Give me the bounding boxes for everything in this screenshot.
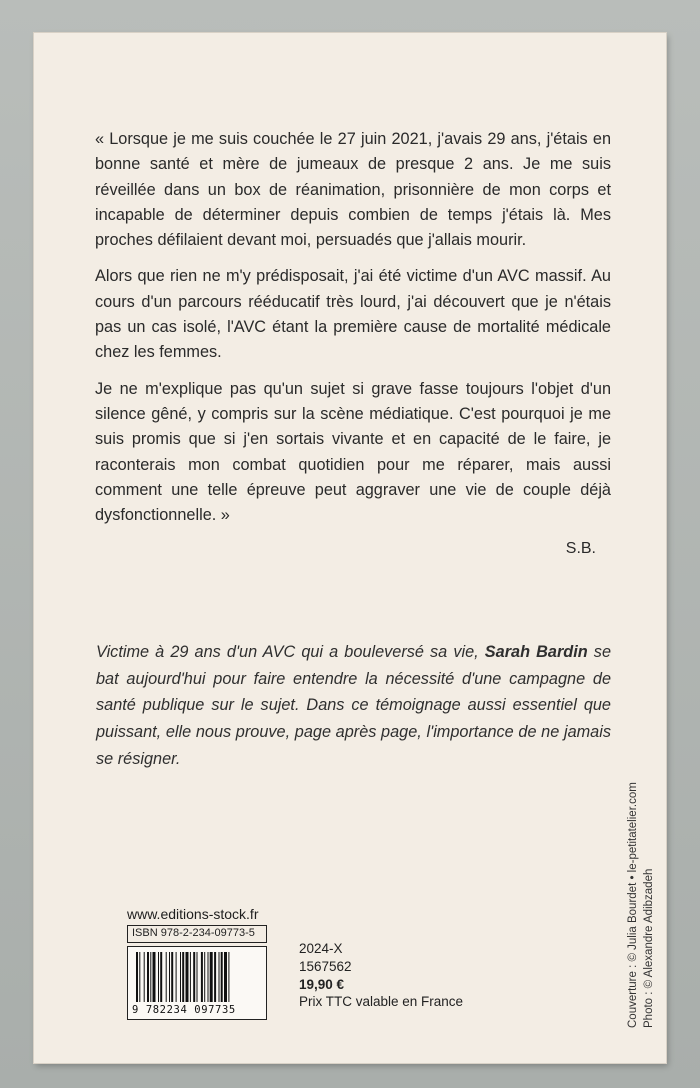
photo-credit-line: Photo : © Alexandre Adibzadeh <box>643 868 655 1028</box>
quote-signature: S.B. <box>565 540 596 557</box>
price: 19,90 € <box>299 976 345 992</box>
barcode-digits: 9 782234 097735 <box>132 1004 236 1016</box>
author-quote <box>95 127 611 539</box>
publisher-website: www.editions-stock.fr <box>127 906 259 922</box>
blurb-author-name: Sarah Bardin <box>484 643 588 661</box>
quote-paragraph-2: Alors que rien ne m'y prédisposait, j'ai été victime d'un AVC massif. Au cours d'un parcours rééducatif très lourd, j'ai découvert que je n'étais pas un cas isolé, l'AVC étant la première cause de mortalité médicale chez les femmes. <box>95 267 611 362</box>
price-note: Prix TTC valable en France <box>299 994 464 1010</box>
price-block <box>299 940 463 1011</box>
cover-credit-line: Couverture : © Julia Bourdet • le-petitatelier.com <box>627 782 639 1028</box>
quote-paragraph-1: « Lorsque je me suis couchée le 27 juin 2021, j'avais 29 ans, j'étais en bonne santé et mère de jumeaux de presque 2 ans. Je me suis réveillée dans un box de réanimation, prisonnière de mon corps et incapable de déterminer depuis combien de temps j'étais là. Mes proches défilaient devant moi, persuadés que j'allais mourir. <box>95 130 611 250</box>
book-blurb <box>96 639 611 773</box>
product-code: 1567562 <box>299 958 352 974</box>
blurb-intro: Victime à 29 ans d'un AVC qui a bouleversé sa vie, <box>96 643 485 661</box>
barcode-bars <box>136 952 260 1004</box>
edition-code: 2024-X <box>299 941 343 956</box>
barcode <box>127 946 267 1020</box>
blurb-body: se bat aujourd'hui pour faire entendre la nécessité d'une campagne de santé publique sur le sujet. Dans ce témoignage aussi essentiel que puissant, elle nous prouve, page après page, l'importance de ne jamais se résigner. <box>96 643 611 768</box>
cover-credits <box>625 728 685 1028</box>
quote-paragraph-3: Je ne m'explique pas qu'un sujet si grave fasse toujours l'objet d'un silence gêné, y compris sur la scène médiatique. C'est pourquoi je me suis promis que si j'en sortais vivante et en capacité de le faire, je raconterais mon combat quotidien pour me réparer, mais aussi comment une telle épreuve peut aggraver une vie de couple déjà dysfonctionnelle. » <box>95 379 611 525</box>
isbn-label: ISBN 978-2-234-09773-5 <box>127 925 267 943</box>
